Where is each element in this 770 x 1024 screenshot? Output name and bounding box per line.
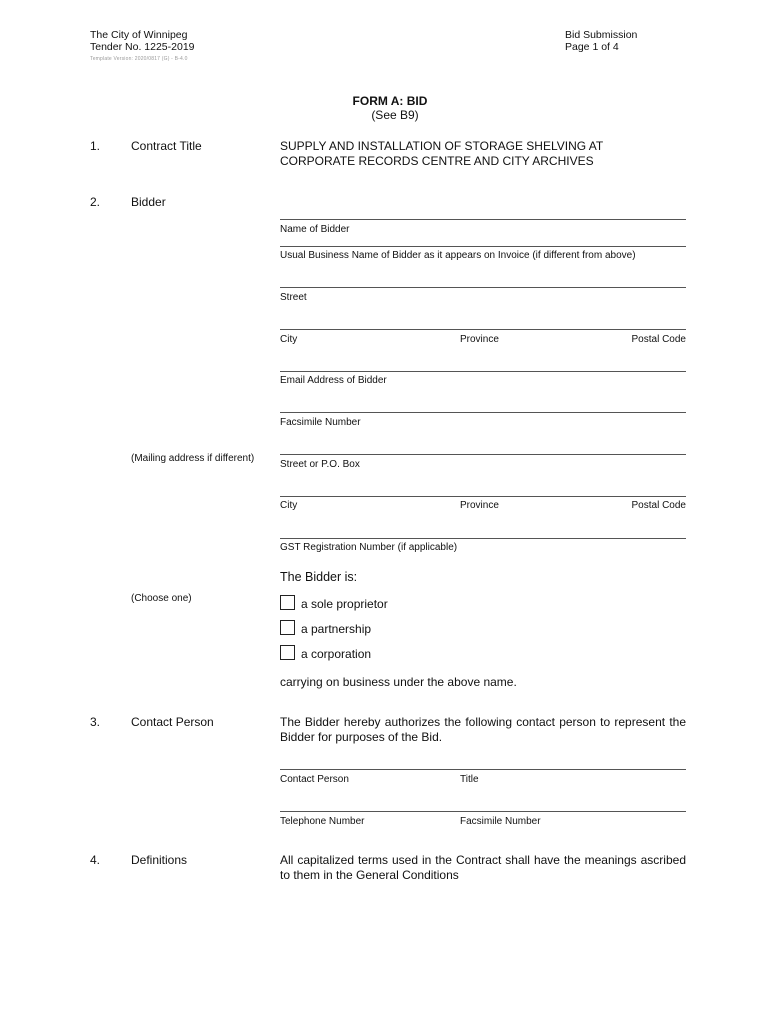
mailing-province-label: Province [460, 500, 499, 511]
bidder-is-heading: The Bidder is: [280, 570, 358, 584]
contact-person-label: Contact Person [280, 774, 349, 785]
template-version: Template Version: 2020/0817 (G) - B-4.0 [90, 56, 188, 62]
po-box-label: Street or P.O. Box [280, 459, 360, 470]
gst-label: GST Registration Number (if applicable) [280, 542, 458, 553]
header-city: The City of Winnipeg [90, 29, 188, 41]
street-field[interactable] [280, 287, 686, 288]
postal-code-label: Postal Code [631, 334, 686, 345]
sole-proprietor-checkbox[interactable] [280, 595, 295, 610]
bidder-name-label: Name of Bidder [280, 224, 350, 235]
sole-proprietor-label: a sole proprietor [301, 597, 388, 611]
contact-person-authorization-text: The Bidder hereby authorizes the following contact person to represent the Bidder for purposes of the Bid. [280, 715, 686, 744]
telephone-facsimile-field[interactable] [280, 811, 686, 812]
city-label: City [280, 334, 298, 345]
form-see-reference: (See B9) [371, 108, 419, 122]
gst-field[interactable] [280, 538, 686, 539]
city-province-postal-field[interactable] [280, 329, 686, 330]
street-label: Street [280, 292, 307, 303]
partnership-label: a partnership [301, 622, 372, 636]
mailing-city-label: City [280, 500, 298, 511]
facsimile-field[interactable] [280, 412, 686, 413]
province-label: Province [460, 334, 499, 345]
section-3-title: Contact Person [131, 715, 214, 729]
facsimile-label: Facsimile Number [280, 417, 361, 428]
email-label: Email Address of Bidder [280, 375, 387, 386]
header-tender-number: Tender No. 1225-2019 [90, 41, 195, 53]
choose-one-note: (Choose one) [131, 593, 192, 604]
mailing-address-note: (Mailing address if different) [131, 453, 255, 464]
section-4-number: 4. [90, 853, 101, 867]
header-bid-submission: Bid Submission [565, 29, 638, 41]
usual-business-name-field[interactable] [280, 246, 686, 247]
corporation-label: a corporation [301, 647, 372, 661]
telephone-number-label: Telephone Number [280, 816, 365, 827]
contact-person-title-field[interactable] [280, 769, 686, 770]
section-1-title: Contract Title [131, 139, 202, 153]
bidder-name-field[interactable] [280, 219, 686, 220]
section-3-number: 3. [90, 715, 101, 729]
definitions-text: All capitalized terms used in the Contract shall have the meanings ascribed to them in the General Conditions [280, 853, 686, 882]
form-title: FORM A: BID [352, 94, 428, 108]
contract-title-line1: SUPPLY AND INSTALLATION OF STORAGE SHELVING AT [280, 139, 604, 153]
partnership-checkbox[interactable] [280, 620, 295, 635]
po-box-field[interactable] [280, 454, 686, 455]
mailing-city-province-postal-field[interactable] [280, 496, 686, 497]
corporation-checkbox[interactable] [280, 645, 295, 660]
carrying-on-text: carrying on business under the above name. [280, 675, 517, 689]
contract-title-line2: CORPORATE RECORDS CENTRE AND CITY ARCHIVES [280, 154, 594, 168]
section-2-number: 2. [90, 195, 101, 209]
usual-business-name-label: Usual Business Name of Bidder as it appears on Invoice (if different from above) [280, 250, 636, 261]
header-page-number: Page 1 of 4 [565, 41, 619, 53]
contact-title-label: Title [460, 774, 479, 785]
section-1-number: 1. [90, 139, 101, 153]
section-2-title: Bidder [131, 195, 166, 209]
email-field[interactable] [280, 371, 686, 372]
section-4-title: Definitions [131, 853, 188, 867]
mailing-postal-code-label: Postal Code [631, 500, 686, 511]
contact-facsimile-label: Facsimile Number [460, 816, 541, 827]
